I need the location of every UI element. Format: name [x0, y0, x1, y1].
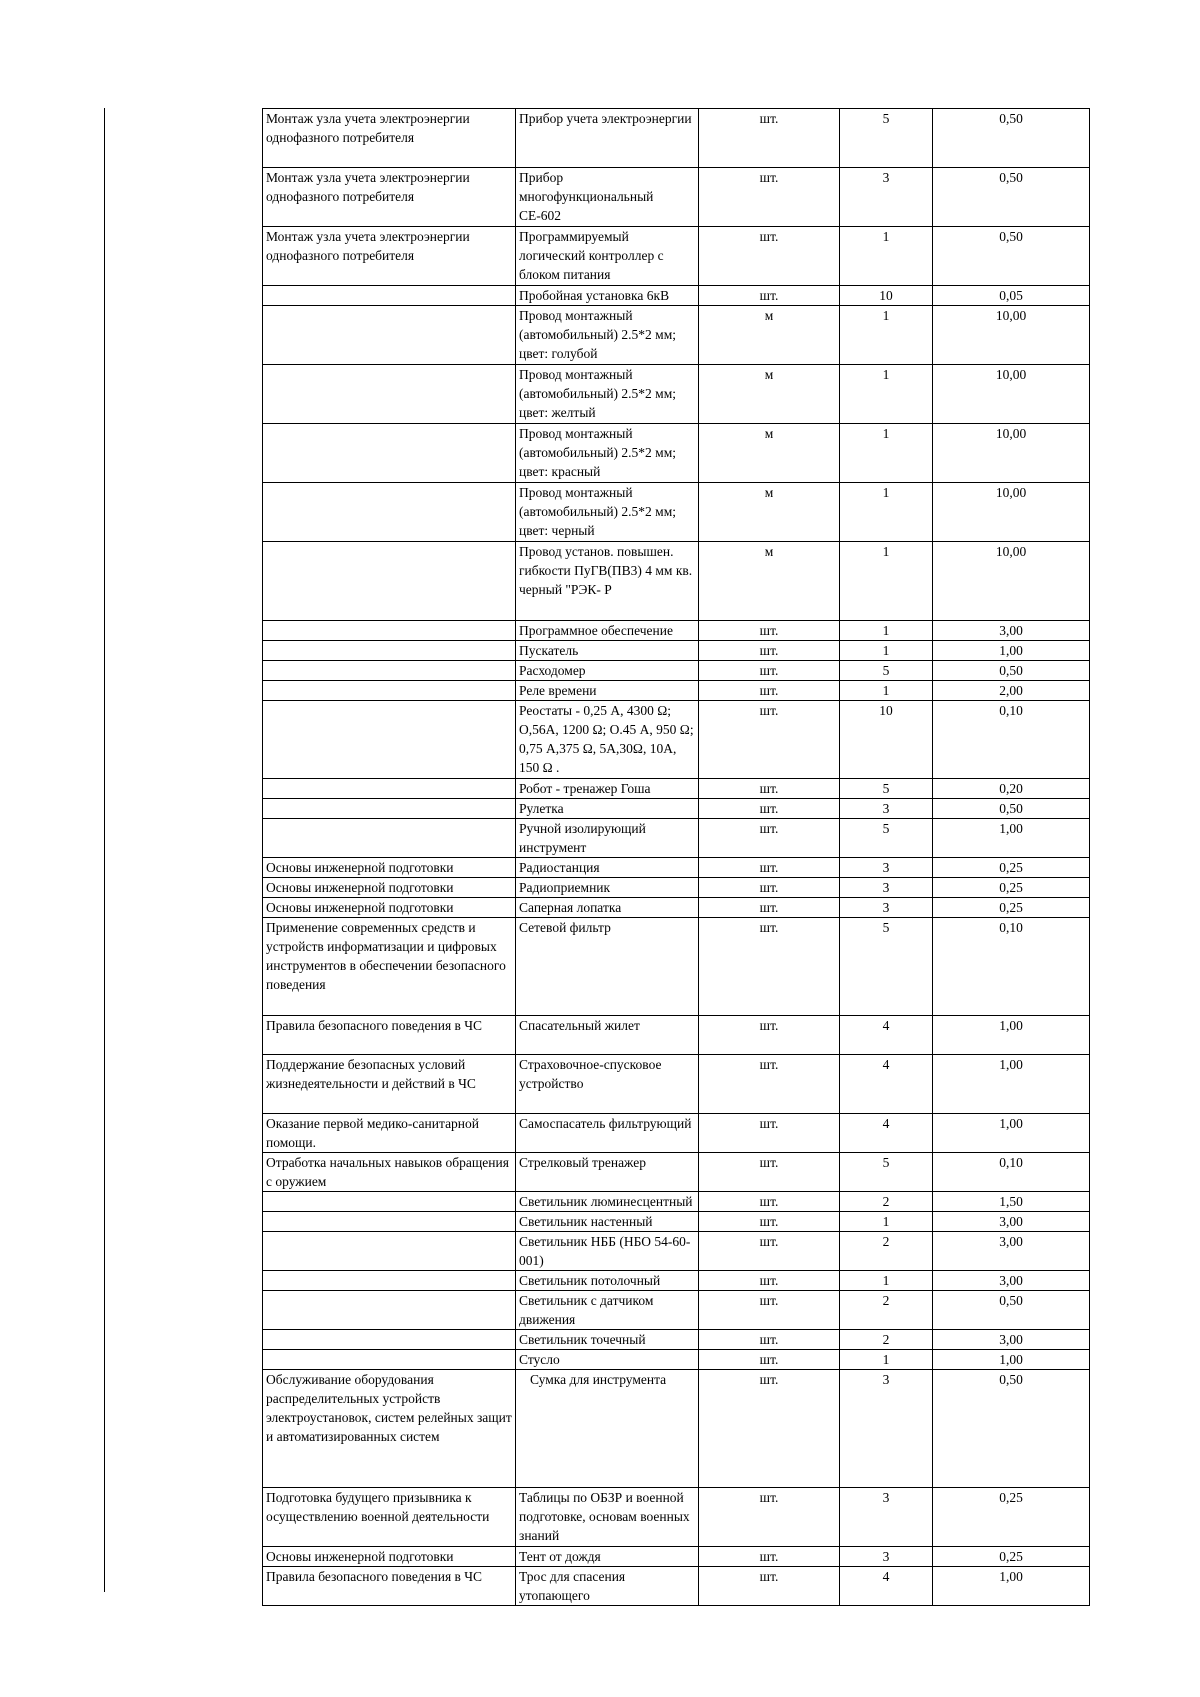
- unit-cell: шт.: [699, 1350, 840, 1370]
- norm-cell: 0,50: [933, 799, 1090, 819]
- unit-cell: шт.: [699, 681, 840, 701]
- item-name-cell: Провод монтажный (автомобильный) 2.5*2 мм; цвет: голубой: [516, 306, 699, 365]
- quantity-cell: 2: [840, 1232, 933, 1271]
- norm-cell: 0,05: [933, 286, 1090, 306]
- topic-cell: Применение современных средств и устройств информатизации и цифровых инструментов в обеспечении безопасного поведения: [263, 918, 516, 1016]
- unit-cell: шт.: [699, 1271, 840, 1291]
- norm-cell: 1,00: [933, 1350, 1090, 1370]
- unit-cell: шт.: [699, 227, 840, 286]
- topic-cell: [263, 1271, 516, 1291]
- topic-cell: [263, 1291, 516, 1330]
- norm-cell: 1,00: [933, 1055, 1090, 1114]
- table-body: [263, 109, 1090, 1606]
- norm-cell: 0,50: [933, 661, 1090, 681]
- table-row: [263, 1212, 1090, 1232]
- topic-cell: Поддержание безопасных условий жизнедеятельности и действий в ЧС: [263, 1055, 516, 1114]
- unit-cell: шт.: [699, 1212, 840, 1232]
- quantity-cell: 1: [840, 424, 933, 483]
- table-row: [263, 424, 1090, 483]
- unit-cell: шт.: [699, 1192, 840, 1212]
- table-row: [263, 898, 1090, 918]
- quantity-cell: 4: [840, 1055, 933, 1114]
- quantity-cell: 2: [840, 1192, 933, 1212]
- unit-cell: шт.: [699, 1114, 840, 1153]
- quantity-cell: 4: [840, 1567, 933, 1606]
- unit-cell: шт.: [699, 621, 840, 641]
- table-row: [263, 621, 1090, 641]
- item-name-cell: Светильник потолочный: [516, 1271, 699, 1291]
- quantity-cell: 3: [840, 1547, 933, 1567]
- topic-cell: [263, 1350, 516, 1370]
- norm-cell: 1,00: [933, 819, 1090, 858]
- norm-cell: 0,50: [933, 227, 1090, 286]
- quantity-cell: 1: [840, 1212, 933, 1232]
- topic-cell: Правила безопасного поведения в ЧС: [263, 1016, 516, 1055]
- topic-cell: [263, 661, 516, 681]
- table-row: [263, 483, 1090, 542]
- topic-cell: [263, 621, 516, 641]
- topic-cell: [263, 483, 516, 542]
- norm-cell: 10,00: [933, 424, 1090, 483]
- table-row: [263, 1271, 1090, 1291]
- table-row: [263, 1488, 1090, 1547]
- item-name-cell: Радиостанция: [516, 858, 699, 878]
- quantity-cell: 1: [840, 542, 933, 621]
- norm-cell: 0,25: [933, 858, 1090, 878]
- table-row: [263, 1567, 1090, 1606]
- table-row: [263, 858, 1090, 878]
- quantity-cell: 3: [840, 799, 933, 819]
- table-row: [263, 779, 1090, 799]
- unit-cell: шт.: [699, 1488, 840, 1547]
- topic-cell: Основы инженерной подготовки: [263, 858, 516, 878]
- table-row: [263, 681, 1090, 701]
- table-row: [263, 542, 1090, 621]
- item-name-cell: Самоспасатель фильтрующий: [516, 1114, 699, 1153]
- item-name-cell: Программируемый логический контроллер с блоком питания: [516, 227, 699, 286]
- table-row: [263, 286, 1090, 306]
- unit-cell: шт.: [699, 1567, 840, 1606]
- topic-cell: Отработка начальных навыков обращения с оружием: [263, 1153, 516, 1192]
- quantity-cell: 1: [840, 1271, 933, 1291]
- quantity-cell: 1: [840, 1350, 933, 1370]
- item-name-cell: Светильник точечный: [516, 1330, 699, 1350]
- item-name-cell: Страховочное-спусковое устройство: [516, 1055, 699, 1114]
- norm-cell: 2,00: [933, 681, 1090, 701]
- item-name-cell: Пробойная установка 6кВ: [516, 286, 699, 306]
- topic-cell: [263, 286, 516, 306]
- table-row: [263, 1114, 1090, 1153]
- norm-cell: 0,10: [933, 701, 1090, 779]
- table-row: [263, 1370, 1090, 1488]
- quantity-cell: 5: [840, 918, 933, 1016]
- norm-cell: 1,50: [933, 1192, 1090, 1212]
- quantity-cell: 3: [840, 878, 933, 898]
- norm-cell: 0,10: [933, 918, 1090, 1016]
- topic-cell: Монтаж узла учета электроэнергии однофазного потребителя: [263, 168, 516, 227]
- topic-cell: Основы инженерной подготовки: [263, 1547, 516, 1567]
- topic-cell: [263, 306, 516, 365]
- topic-cell: Подготовка будущего призывника к осуществлению военной деятельности: [263, 1488, 516, 1547]
- norm-cell: 0,50: [933, 1291, 1090, 1330]
- equipment-table: [262, 108, 1090, 1606]
- quantity-cell: 1: [840, 621, 933, 641]
- unit-cell: шт.: [699, 109, 840, 168]
- item-name-cell: Трос для спасения утопающего: [516, 1567, 699, 1606]
- quantity-cell: 5: [840, 779, 933, 799]
- unit-cell: шт.: [699, 1330, 840, 1350]
- topic-cell: Монтаж узла учета электроэнергии однофазного потребителя: [263, 109, 516, 168]
- unit-cell: шт.: [699, 701, 840, 779]
- table-row: [263, 799, 1090, 819]
- item-name-cell: Сетевой фильтр: [516, 918, 699, 1016]
- topic-cell: [263, 365, 516, 424]
- table-row: [263, 701, 1090, 779]
- table-row: [263, 1547, 1090, 1567]
- item-name-cell: Сумка для инструмента: [516, 1370, 699, 1488]
- topic-cell: Оказание первой медико-санитарной помощи.: [263, 1114, 516, 1153]
- norm-cell: 10,00: [933, 542, 1090, 621]
- unit-cell: шт.: [699, 1055, 840, 1114]
- quantity-cell: 1: [840, 227, 933, 286]
- topic-cell: [263, 542, 516, 621]
- quantity-cell: 5: [840, 819, 933, 858]
- quantity-cell: 1: [840, 365, 933, 424]
- topic-cell: [263, 424, 516, 483]
- table-row: [263, 1330, 1090, 1350]
- item-name-cell: Провод монтажный (автомобильный) 2.5*2 мм; цвет: желтый: [516, 365, 699, 424]
- unit-cell: шт.: [699, 819, 840, 858]
- quantity-cell: 2: [840, 1330, 933, 1350]
- table-row: [263, 918, 1090, 1016]
- topic-cell: [263, 681, 516, 701]
- unit-cell: шт.: [699, 878, 840, 898]
- item-name-cell: Реостаты - 0,25 А, 4300 Ω; О,56А, 1200 Ω; О.45 А, 950 Ω; 0,75 А,375 Ω, 5А,30Ω, 10А, 150 Ω .: [516, 701, 699, 779]
- unit-cell: м: [699, 483, 840, 542]
- table-row: [263, 878, 1090, 898]
- topic-cell: Обслуживание оборудования распределительных устройств электроустановок, систем релейных защит и автоматизированных систем: [263, 1370, 516, 1488]
- norm-cell: 0,10: [933, 1153, 1090, 1192]
- item-name-cell: Тент от дождя: [516, 1547, 699, 1567]
- norm-cell: 3,00: [933, 1271, 1090, 1291]
- norm-cell: 10,00: [933, 483, 1090, 542]
- item-name-cell: Провод монтажный (автомобильный) 2.5*2 мм; цвет: черный: [516, 483, 699, 542]
- norm-cell: 0,20: [933, 779, 1090, 799]
- quantity-cell: 3: [840, 898, 933, 918]
- table-row: [263, 1055, 1090, 1114]
- quantity-cell: 3: [840, 858, 933, 878]
- item-name-cell: Спасательный жилет: [516, 1016, 699, 1055]
- norm-cell: 0,25: [933, 898, 1090, 918]
- quantity-cell: 10: [840, 701, 933, 779]
- item-name-cell: Прибор учета электроэнергии: [516, 109, 699, 168]
- table-row: [263, 641, 1090, 661]
- unit-cell: шт.: [699, 661, 840, 681]
- table-row: [263, 168, 1090, 227]
- table-row: [263, 227, 1090, 286]
- unit-cell: шт.: [699, 1547, 840, 1567]
- norm-cell: 0,50: [933, 109, 1090, 168]
- norm-cell: 10,00: [933, 365, 1090, 424]
- table-row: [263, 1016, 1090, 1055]
- norm-cell: 3,00: [933, 1232, 1090, 1271]
- table-row: [263, 819, 1090, 858]
- table-row: [263, 365, 1090, 424]
- table-row: [263, 1192, 1090, 1212]
- quantity-cell: 4: [840, 1016, 933, 1055]
- item-name-cell: Светильник настенный: [516, 1212, 699, 1232]
- norm-cell: 1,00: [933, 1016, 1090, 1055]
- item-name-cell: Ручной изолирующий инструмент: [516, 819, 699, 858]
- unit-cell: шт.: [699, 286, 840, 306]
- item-name-cell: Стусло: [516, 1350, 699, 1370]
- table-row: [263, 1350, 1090, 1370]
- topic-cell: [263, 1330, 516, 1350]
- item-name-cell: Стрелковый тренажер: [516, 1153, 699, 1192]
- unit-cell: шт.: [699, 1370, 840, 1488]
- unit-cell: шт.: [699, 799, 840, 819]
- unit-cell: шт.: [699, 641, 840, 661]
- unit-cell: шт.: [699, 858, 840, 878]
- unit-cell: шт.: [699, 898, 840, 918]
- quantity-cell: 3: [840, 1370, 933, 1488]
- unit-cell: м: [699, 424, 840, 483]
- unit-cell: м: [699, 542, 840, 621]
- topic-cell: Монтаж узла учета электроэнергии однофазного потребителя: [263, 227, 516, 286]
- norm-cell: 3,00: [933, 1212, 1090, 1232]
- norm-cell: 0,25: [933, 1488, 1090, 1547]
- item-name-cell: Пускатель: [516, 641, 699, 661]
- norm-cell: 3,00: [933, 621, 1090, 641]
- quantity-cell: 1: [840, 306, 933, 365]
- quantity-cell: 2: [840, 1291, 933, 1330]
- topic-cell: [263, 799, 516, 819]
- norm-cell: 0,50: [933, 1370, 1090, 1488]
- unit-cell: м: [699, 365, 840, 424]
- norm-cell: 0,25: [933, 1547, 1090, 1567]
- topic-cell: [263, 1232, 516, 1271]
- item-name-cell: Светильник люминесцентный: [516, 1192, 699, 1212]
- page-margin-line: [104, 108, 105, 1592]
- topic-cell: [263, 1192, 516, 1212]
- norm-cell: 10,00: [933, 306, 1090, 365]
- table-row: [263, 109, 1090, 168]
- quantity-cell: 3: [840, 168, 933, 227]
- item-name-cell: Провод установ. повышен. гибкости ПуГВ(ПВ3) 4 мм кв. черный "РЭК- Р: [516, 542, 699, 621]
- norm-cell: 0,50: [933, 168, 1090, 227]
- unit-cell: шт.: [699, 1153, 840, 1192]
- item-name-cell: Рулетка: [516, 799, 699, 819]
- norm-cell: 3,00: [933, 1330, 1090, 1350]
- topic-cell: Правила безопасного поведения в ЧС: [263, 1567, 516, 1606]
- norm-cell: 1,00: [933, 641, 1090, 661]
- quantity-cell: 5: [840, 661, 933, 681]
- norm-cell: 1,00: [933, 1114, 1090, 1153]
- topic-cell: [263, 1212, 516, 1232]
- table-row: [263, 1232, 1090, 1271]
- norm-cell: 1,00: [933, 1567, 1090, 1606]
- table-row: [263, 1153, 1090, 1192]
- item-name-cell: Прибор многофункциональный СЕ-602: [516, 168, 699, 227]
- table-row: [263, 1291, 1090, 1330]
- item-name-cell: Радиоприемник: [516, 878, 699, 898]
- item-name-cell: Саперная лопатка: [516, 898, 699, 918]
- item-name-cell: Расходомер: [516, 661, 699, 681]
- item-name-cell: Робот - тренажер Гоша: [516, 779, 699, 799]
- item-name-cell: Провод монтажный (автомобильный) 2.5*2 мм; цвет: красный: [516, 424, 699, 483]
- quantity-cell: 5: [840, 109, 933, 168]
- unit-cell: шт.: [699, 1232, 840, 1271]
- item-name-cell: Программное обеспечение: [516, 621, 699, 641]
- quantity-cell: 1: [840, 483, 933, 542]
- table-row: [263, 661, 1090, 681]
- topic-cell: [263, 779, 516, 799]
- topic-cell: [263, 819, 516, 858]
- quantity-cell: 10: [840, 286, 933, 306]
- unit-cell: шт.: [699, 168, 840, 227]
- unit-cell: шт.: [699, 1016, 840, 1055]
- quantity-cell: 3: [840, 1488, 933, 1547]
- unit-cell: шт.: [699, 918, 840, 1016]
- table-row: [263, 306, 1090, 365]
- topic-cell: Основы инженерной подготовки: [263, 898, 516, 918]
- unit-cell: м: [699, 306, 840, 365]
- item-name-cell: Светильник НББ (НБО 54-60-001): [516, 1232, 699, 1271]
- norm-cell: 0,25: [933, 878, 1090, 898]
- topic-cell: [263, 701, 516, 779]
- quantity-cell: 5: [840, 1153, 933, 1192]
- unit-cell: шт.: [699, 1291, 840, 1330]
- quantity-cell: 1: [840, 641, 933, 661]
- quantity-cell: 4: [840, 1114, 933, 1153]
- item-name-cell: Светильник с датчиком движения: [516, 1291, 699, 1330]
- unit-cell: шт.: [699, 779, 840, 799]
- item-name-cell: Таблицы по ОБЗР и военной подготовке, основам военных знаний: [516, 1488, 699, 1547]
- topic-cell: [263, 641, 516, 661]
- quantity-cell: 1: [840, 681, 933, 701]
- topic-cell: Основы инженерной подготовки: [263, 878, 516, 898]
- item-name-cell: Реле времени: [516, 681, 699, 701]
